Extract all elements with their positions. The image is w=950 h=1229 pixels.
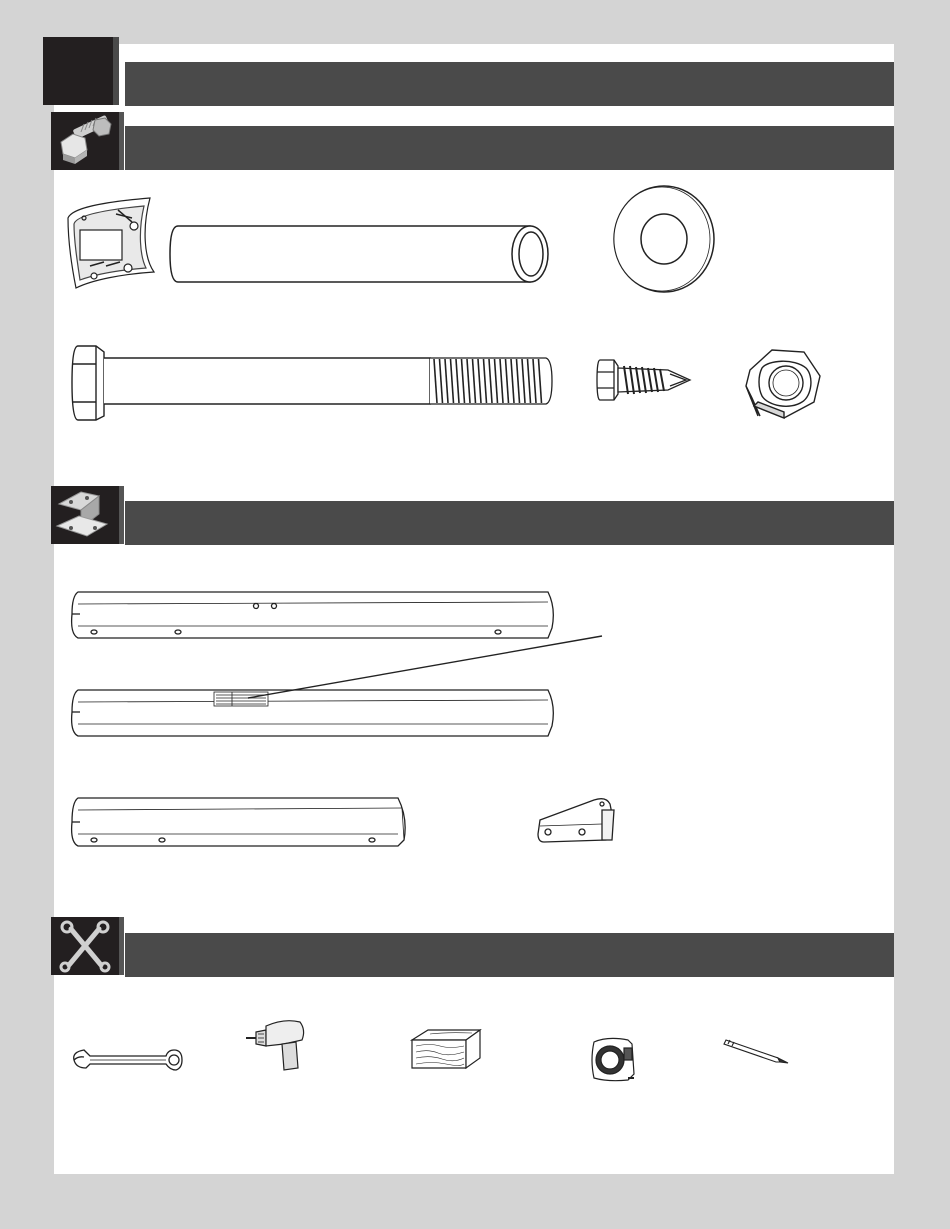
hardware-packet	[62, 188, 157, 290]
section-bar-parts	[125, 501, 894, 545]
labeled-beam	[68, 686, 558, 738]
beam-with-holes	[68, 588, 558, 640]
tool-wrench	[70, 1044, 184, 1074]
hex-nut	[744, 346, 824, 422]
short-beam	[68, 794, 410, 850]
pipe-spacer	[168, 222, 553, 286]
tool-drill	[244, 1016, 306, 1072]
hex-bolt	[70, 344, 554, 422]
step-title-bar	[125, 62, 894, 106]
section-bar-tools	[125, 933, 894, 977]
section-bar-hardware	[125, 126, 894, 170]
flat-washer	[612, 184, 716, 294]
tool-tape-measure	[588, 1034, 638, 1084]
step-number-badge	[43, 37, 119, 105]
wrench-icon	[51, 917, 124, 975]
tool-wood-block	[410, 1028, 482, 1070]
tool-pencil	[722, 1036, 792, 1066]
corner-bracket	[536, 794, 618, 846]
bolt-nut-icon	[51, 112, 124, 170]
self-drilling-screw	[596, 356, 692, 402]
bracket-icon	[51, 486, 124, 544]
